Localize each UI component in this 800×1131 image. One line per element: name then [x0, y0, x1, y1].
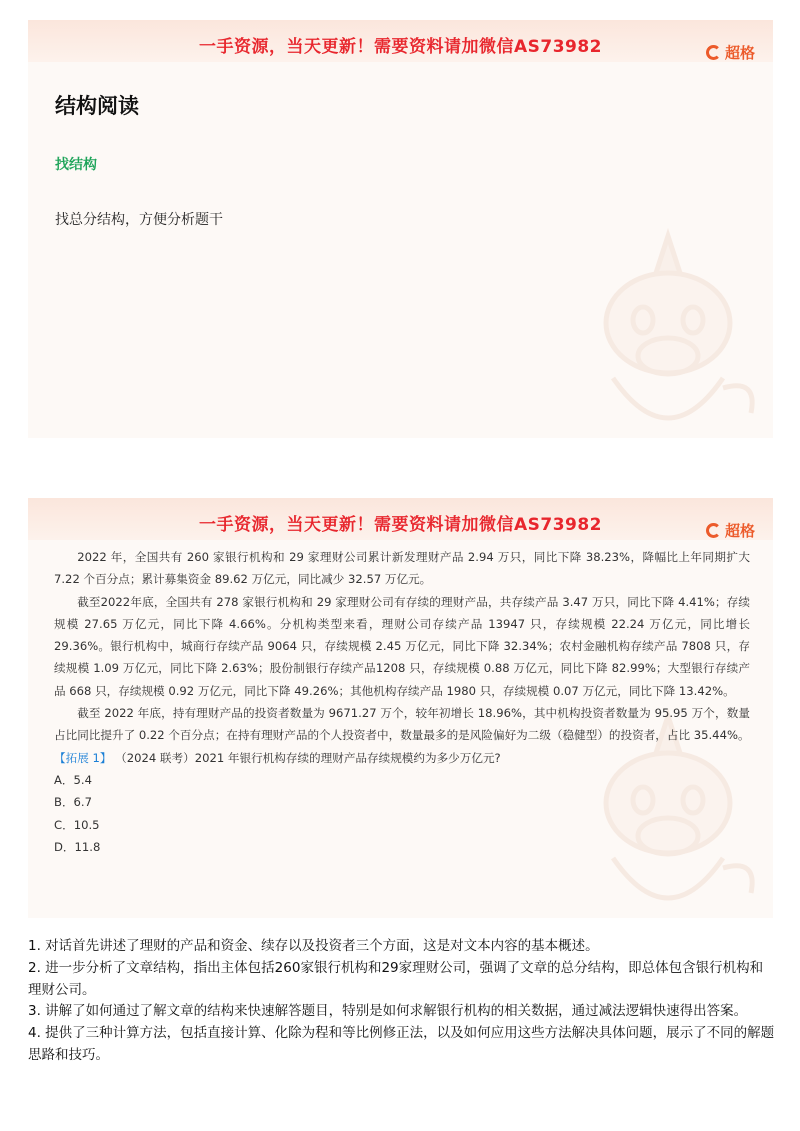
unicorn-mascot-icon	[573, 228, 763, 438]
note-item: 2. 进一步分析了文章结构，指出主体包括260家银行机构和29家理财公司，强调了文章的总分结构，即总体包含银行机构和理财公司。	[28, 959, 764, 998]
section-description: 找总分结构，方便分析题干	[55, 212, 223, 228]
logo-text: 超格	[724, 44, 755, 62]
slide-reading-passage	[28, 498, 773, 918]
passage-content	[54, 546, 750, 858]
question-text: （2024 联考）2021 年银行机构存续的理财产品存续规模约为多少万亿元?	[115, 750, 501, 765]
brand-logo	[706, 42, 755, 63]
section-subtitle: 找结构	[55, 157, 97, 173]
option-a: A．5.4	[54, 772, 92, 787]
banner-text: 一手资源，当天更新！需要资料请加微信AS73982	[198, 37, 603, 57]
slide-structure-reading	[28, 20, 773, 438]
note-item: 1. 对话首先讲述了理财的产品和资金、续存以及投资者三个方面，这是对文本内容的基本概述。	[28, 938, 599, 954]
question-tag: 【拓展 1】	[54, 750, 112, 765]
question	[54, 747, 750, 769]
logo-icon	[706, 45, 721, 60]
banner-text: 一手资源，当天更新！需要资料请加微信AS73982	[198, 515, 603, 535]
option-b: B．6.7	[54, 795, 92, 810]
note-item: 4. 提供了三种计算方法，包括直接计算、化除为程和等比例修正法，以及如何应用这些方法解决具体问题，展示了不同的解题思路和技巧。	[28, 1025, 775, 1063]
logo-icon	[706, 523, 721, 538]
page-title: 结构阅读	[55, 94, 139, 118]
option-c: C．10.5	[54, 817, 100, 832]
passage-paragraph: 2022 年，全国共有 260 家银行机构和 29 家理财公司累计新发理财产品 2.94 万只，同比下降 38.23%，降幅比上年同期扩大 7.22 个百分点；累计募集资金 89.62 万亿元，同比减少 32.57 万亿元。	[54, 550, 750, 587]
passage-paragraph: 截至2022年底，全国共有 278 家银行机构和 29 家理财公司有存续的理财产品，共存续产品 3.47 万只，同比下降 4.41%；存续规模 27.65 万亿元，同比下降 4.66%。分机构类型来看，理财公司存续产品 13947 只，存续规模 22.24 万亿元，同比增长 29.36%。银行机构中，城商行存续产品 9064 只，存续规模 2.45 万亿元，同比下降 32.34%；农村金融机构存续产品 7808 只，存续规模 1.09 万亿元，同比下降 2.63%；股份制银行存续产品1208 只，存续规模 0.88 万亿元，同比下降 82.99%；大型银行存续产品 668 只，存续规模 0.92 万亿元，同比下降 49.26%；其他机构存续产品 1980 只，存续规模 0.07 万亿元，同比下降 13.42%。	[54, 594, 750, 698]
ad-banner	[28, 20, 773, 62]
ad-banner	[28, 498, 773, 540]
option-d: D．11.8	[54, 839, 101, 854]
brand-logo	[706, 520, 755, 541]
summary-notes	[28, 936, 776, 1067]
passage-paragraph: 截至 2022 年底，持有理财产品的投资者数量为 9671.27 万个，较年初增长 18.96%，其中机构投资者数量为 95.95 万个，数量占比同比提升了 0.22 个百分点；在持有理财产品的个人投资者中，数量最多的是风险偏好为二级（稳健型）的投资者，占比 35.44%。	[54, 706, 750, 743]
logo-text: 超格	[724, 522, 755, 540]
note-item: 3. 讲解了如何通过了解文章的结构来快速解答题目，特别是如何求解银行机构的相关数据，通过减法逻辑快速得出答案。	[28, 1003, 748, 1020]
